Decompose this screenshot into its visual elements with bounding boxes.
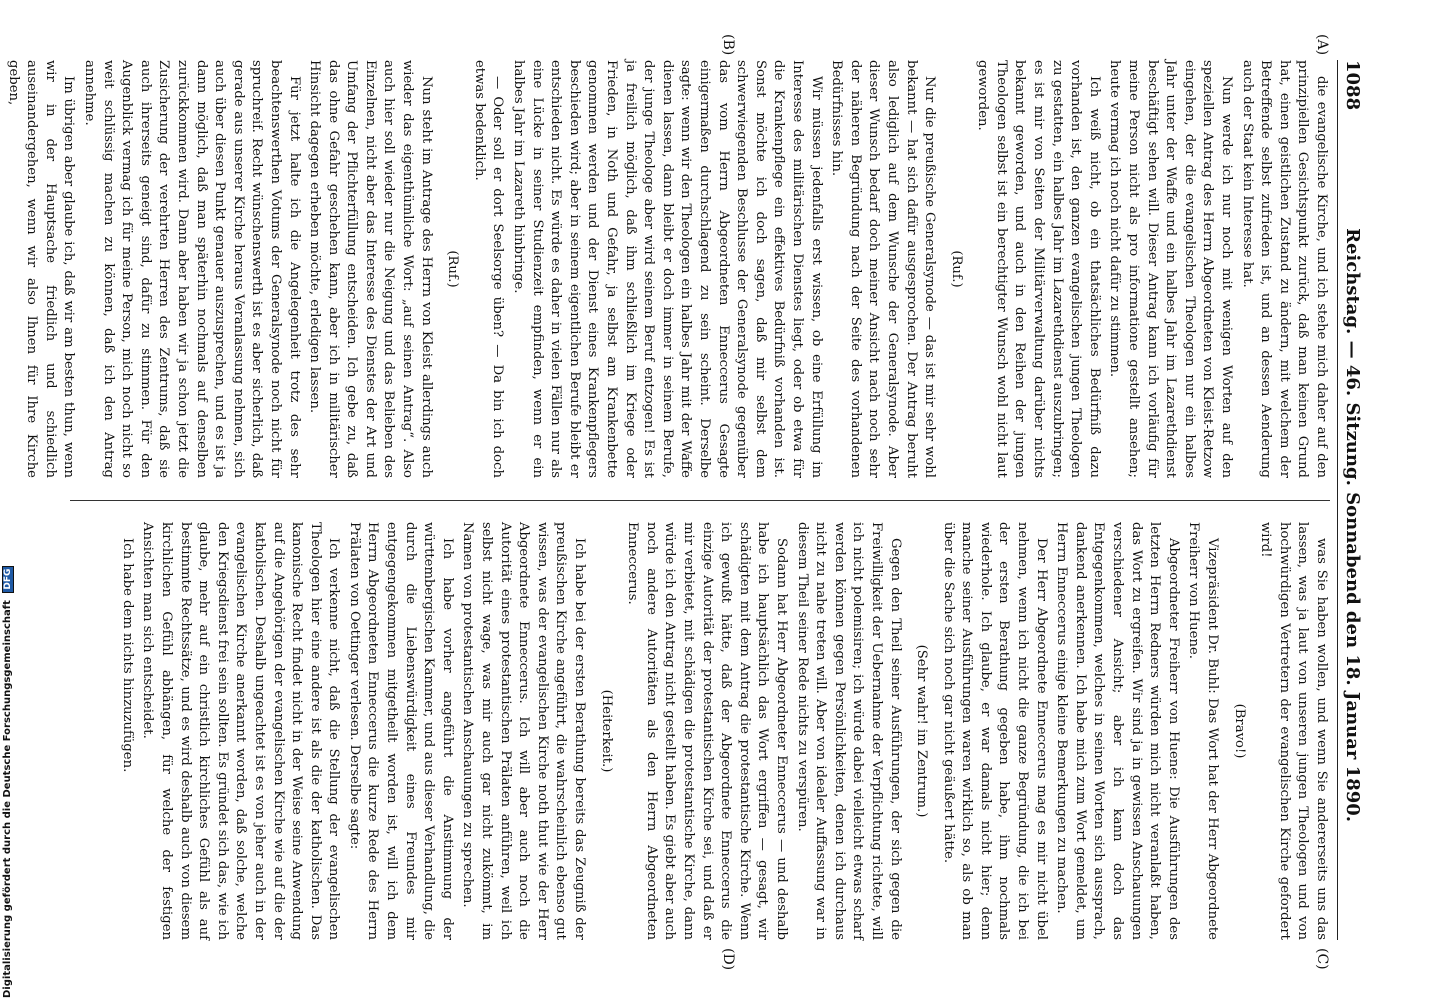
paragraph: Nun werde ich nur noch mit wenigen Worten auf den speziellen Antrag des Herrn Abgeordneten von Kleist-Retzow eingehen, der die evangelischen Theologen nur ein halbes Jahr unter der Waffe und ein halbes Jahr im Lazarethdienst beschäftigt sehen will. Dieser Antrag kann ich vorläufig für meine Person nicht als pro informatione gestellt ansehen; heute vermag ich noch nicht dafür zu stimmen. <box>1107 60 1235 478</box>
paragraph: Gegen den Theil seiner Ausführungen, der sich gegen die Freiwilligkeit der Uebernahme der Verpflichtung richtete, will ich nicht polemisiren; ich würde dabei vielleicht etwas scharf werden können gegen Persönlichkeiten, denen ich durchaus nicht zu nahe treten will. Aber von idealer Auffassung war in diesem Theil seiner Rede nichts zu verspüren. <box>794 522 903 940</box>
interjection: (Bravo!) <box>1231 703 1247 759</box>
paragraph: Vizepräsident Dr. Buhl: Das Wort hat der Herr Abgeordnete Freiherr von Huene. <box>1186 522 1221 940</box>
paragraph: Ich habe vorher angeführt die Anstimmung der württembergischen Kammer, und aus dieser Verhandlung, die durch die Liebenswürdigkeit eines Freundes mir entgegengekommen mitgetheilt worden ist, will ich dem Herrn Abgeordneten Enneccerus die kurze Rede des Herrn Prälaten von Oettinger verlesen. Derselbe sagte: <box>346 522 455 940</box>
paragraph: Für jetzt halte ich die Angelegenheit trotz des sehr beachtenswerthen Votums der Generalsynode noch nicht für spruchreif. Recht wünschenswerth ist es aber sicherlich, daß gerade aus unserer Kirche heraus Veranlassung nehmen, sich auch über diesen Punkt genauer auszusprechen, und es ist ja dann möglich, daß man späterhin nochmals auf denselben zurückkommen wird. Dann aber haben wir ja schon jetzt die Zusicherung der verehrten Herren des Zentrums, daß sie auch ihrerseits geneigt sind, dafür zu stimmen. Für den Augenblick vermag ich für meine Person, mich noch nicht so weit schlüssig machen zu können, daß ich den Antrag annehme. <box>82 60 302 478</box>
margin-letter-a: (A) <box>1314 34 1330 56</box>
paragraph: — Oder soll er dort Seelsorge üben? — Da bin ich doch etwas bedenklich. <box>471 60 506 478</box>
paragraph: was Sie haben wollen, und wenn Sie andererseits uns das lassen, was ja laut von unseren jungen Theologen und von hochwürdigen Vertretern der evangelischen Kirche gefordert wird! <box>1258 522 1329 940</box>
credit-text: Digitalisierung gefördert durch die Deutsche Forschungsgemeinschaft <box>2 600 13 998</box>
paragraph: Nun steht im Antrage des Herrn von Kleist allerdings auch wieder das eigenthümliche Wort: „auf seinen Antrag“. Also auch hier soll wieder nur die Neigung und das Belieben des Einzelnen, nicht aber das Interesse des Dienstes der Art und Umfang der Pflichterfüllung entscheiden. Ich gebe zu, daß das ohne Gefahr geschehen kann, aber ich in militärischer Hinsicht dagegen erheben möchte, erledigen lassen. <box>307 60 434 478</box>
margin-letter-c: (C) <box>1314 948 1330 970</box>
paragraph: Ich habe dem nichts hinzuzufügen. <box>119 538 135 773</box>
left-text-column <box>5 60 1330 478</box>
margin-letter-d: (D) <box>720 948 736 971</box>
interjection: (Heiterkeit.) <box>598 689 614 773</box>
right-text-column <box>70 522 1330 940</box>
page-title: Reichstag. — 46. Sitzung. Sonnabend den 18. Januar 1890. <box>1342 228 1363 823</box>
paragraph: Im übrigen aber glaube ich, daß wir am besten thun, wenn wir in der Hauptsache friedlich und schiedlich auseinandergehen, wenn wir also Ihnen für Ihre Kirche geben, <box>5 60 77 478</box>
paragraph: Nur die preußische Generalsynode — das ist mir sehr wohl bekannt — hat sich dafür ausgesprochen. Der Antrag beruht also lediglich auf dem Wunsche der Generalsynode. Aber dieser Wunsch bedarf doch meiner Ansicht nach noch sehr der näheren Begründung nach der Seite des vorhandenen Bedürfnisses hin. <box>829 60 938 478</box>
digitization-credit <box>2 566 14 998</box>
interjection: (Sehr wahr! im Zentrum.) <box>914 644 930 818</box>
interjection: (Ruf.) <box>445 250 461 288</box>
margin-letter-b: (B) <box>720 34 736 56</box>
page-header <box>1337 60 1376 940</box>
paragraph: Ich verkenne nicht, daß die Stellung der evangelischen Theologen hier eine andere ist als die der katholischen. Das kanonische Recht findet nicht in der Weise seine Anwendung auf die Angehörigen der evangelischen Kirche wie auf die der katholischen. Deshalb ungeachtet ist es von jeher auch in der evangelischen Kirche anerkannt worden, daß solche, welche den Kriegsdienst frei sein sollten. Es gründet sich das, wie ich glaube, mehr auf ein christlich kirchliches Gefühl als auf bestimmte Rechtssätze, und es wird deshalb auch von diesem kirchlichen Gefühl abhängen, für welche der festigen Ansichten man sich entscheidet. <box>140 522 342 940</box>
paragraph: Sodann hat Herr Abgeordneter Enneccerus — und deshalb habe ich hauptsächlich das Wort ergriffen — gesagt, wir schädigten mit dem Antrag die protestantische Kirche. Wenn ich gewußt hätte, daß der Abgeordnete Enneccerus die einzige Autorität der protestantischen Kirche sei, und daß er mir verbietet, mit schädigen die protestantische Kirche, dann würde ich den Antrag nicht gestellt haben. Es giebt aber auch noch andere Autoritäten als den Herrn Abgeordneten Enneccerus. <box>625 522 789 940</box>
paragraph: Wir müssen jedenfalls erst wissen, ob eine Erfüllung im Interesse des militärischen Dienstes liegt, oder ob etwa für die Krankenpflege ein effektives Bedürfniß vorhanden ist. Sonst möchte ich doch sagen, daß mir selbst dem schwerwiegenden Beschlusse der Generalsynode gegenüber das vom Herrn Abgeordneten Enneccerus Gesagte einigermaßen durchschlagend zu sein scheint. Derselbe sagte: wenn wir den Theologen ein halbes Jahr mit der Waffe dienen lassen, dann bleibt er doch immer in seinem Berufe, der junge Theologe aber wird seinem Beruf entzogen! Es ist ja freilich möglich, daß ihm schließlich im Kriege oder Frieden, in Noth und Gefahr, ja selbst am Krankenbette genommen werden und der Dienst eines Krankenpflegers beschieden wird; aber in seinem eigentlichen Berufe bleibt er entschieden nicht. Es würde es daher in vielen Fällen nur als eine Lücke in seiner Studienzeit empfinden, wenn er ein halbes Jahr im Lazareth hinbringe. <box>511 60 824 478</box>
dfg-logo: DFG <box>2 566 14 593</box>
interjection: (Ruf.) <box>948 250 964 288</box>
paragraph: Ich weiß nicht, ob ein thatsächliches Bedürfniß dazu vorhanden ist, den ganzen evangelischen jungen Theologen zu gestatten, ein halbes Jahr im Lazarethdienst auszubringen; es ist mir von Seiten der Militärverwaltung darüber nichts bekannt geworden, und auch in den Reihen der jungen Theologen selbst ist ein berechtigter Wunsch wohl nicht laut geworden. <box>975 60 1102 478</box>
paragraph: die evangelische Kirche, und ich stehe mich daher auf den prinzipiellen Gesichtspunkt zurück, daß man keinen Grund hat, einen geistlichen Zustand zu ändern, mit welchem der Betreffende selbst zufrieden ist, und an dessen Aenderung auch der Staat kein Interesse hat. <box>1239 60 1329 478</box>
paragraph: Abgeordneter Freiherr von Huene: Die Ausführungen des letzten Herrn Redners würden mich nicht veranlaßt haben, das Wort zu ergreifen. Wir sind ja in gewissen Anschauungen verschiedener Ansicht; aber ich kann doch das Entgegenkommen, welches in seinen Worten sich aussprach, dankend anerkennen. Ich habe mich zum Wort gemeldet, um Herrn Enneccerus einige kleine Bemerkungen zu machen. <box>1054 522 1181 940</box>
paragraph: Der Herr Abgeordnete Enneccerus mag es mir nicht übel nehmen, wenn ich nicht die ganze Begründung, die ich bei der ersten Berathung gegeben habe, ihm nochmals wiederhole. Ich glaube, er war damals nicht hier; denn manche seiner Ausführungen waren wirklich so, als ob man über die Sache sich noch gar nicht geäußert hätte. <box>940 522 1049 940</box>
paragraph: Ich habe bei der ersten Berathung bereits das Zeugniß der preußischen Kirche angeführt, die wahrscheinlich ebenso gut wissen, was der evangelischen Kirche noth thut wie der Herr Abgeordnete Enneccerus. Ich will aber auch noch die Autorität eines protestantischen Prälaten anführen, weil ich selbst nicht wage, was mir auch gar nicht zukömmt, im Namen von protestantischen Anschauungen zu sprechen. <box>460 522 588 940</box>
page-number: 1088 <box>1342 60 1363 111</box>
column-divider <box>70 500 1330 501</box>
